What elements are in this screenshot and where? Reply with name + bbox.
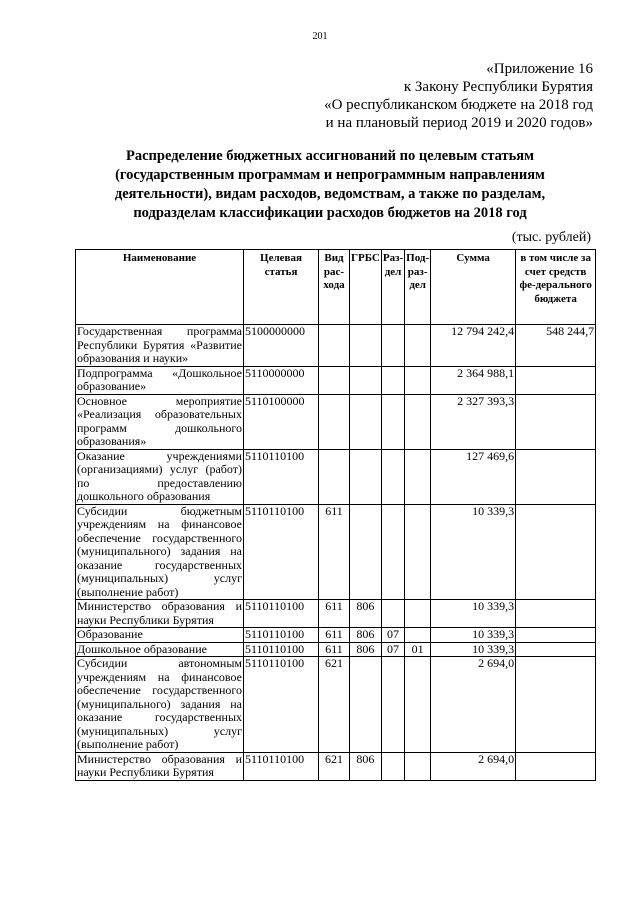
row-sum: 10 339,3 — [431, 628, 516, 643]
row-federal — [516, 600, 596, 628]
row-target: 5110110100 — [244, 752, 319, 780]
row-grbs: 806 — [350, 628, 382, 643]
row-grbs — [350, 657, 382, 753]
row-name: Подпрограмма «Дошкольное образование» — [77, 365, 242, 393]
row-subsection — [405, 504, 431, 600]
row-section: 07 — [381, 628, 404, 643]
row-sum: 2 364 988,1 — [431, 366, 516, 394]
row-target: 5110110100 — [244, 449, 319, 504]
appendix-reference — [324, 60, 593, 132]
row-subsection — [405, 657, 431, 753]
row-section — [381, 600, 404, 628]
row-target: 5110110100 — [244, 628, 319, 643]
row-expense-type — [319, 394, 350, 449]
appendix-line: к Закону Республики Бурятия — [403, 79, 593, 95]
row-sum: 2 327 393,3 — [431, 394, 516, 449]
row-section — [381, 449, 404, 504]
row-section — [381, 752, 404, 780]
row-expense-type — [319, 325, 350, 367]
title-line: деятельности), видам расходов, ведомствам, а также по разделам, — [114, 186, 546, 202]
row-federal — [516, 366, 596, 394]
row-federal — [516, 628, 596, 643]
row-target: 5110100000 — [244, 394, 319, 449]
row-name: Министерство образования и науки Республики Бурятия — [77, 751, 242, 779]
table-row — [76, 657, 596, 753]
header-subsection: Под-раз-дел — [405, 250, 431, 325]
row-section — [381, 325, 404, 367]
row-name: Государственная программа Республики Бурятия «Развитие образования и науки» — [77, 324, 242, 365]
row-section — [381, 394, 404, 449]
row-grbs: 806 — [350, 752, 382, 780]
row-sum: 127 469,6 — [431, 449, 516, 504]
row-sum: 10 339,3 — [431, 600, 516, 628]
appendix-line: и на плановый период 2019 и 2020 годов» — [325, 115, 593, 131]
table-row — [76, 325, 596, 367]
row-target: 5110110100 — [244, 642, 319, 657]
row-sum: 12 794 242,4 — [431, 325, 516, 367]
row-name: Субсидии автономным учреждениям на финансовое обеспечение государственного (муниципального) задания на оказание государственных (муниципальных) услуг (выполнение работ) — [77, 656, 242, 751]
row-sum: 2 694,0 — [431, 657, 516, 753]
row-name: Дошкольное образование — [76, 642, 244, 657]
row-subsection — [405, 394, 431, 449]
row-section — [381, 504, 404, 600]
table-row — [76, 394, 596, 449]
page-number: 201 — [312, 31, 328, 42]
budget-table — [75, 249, 596, 781]
row-section — [381, 657, 404, 753]
row-subsection: 01 — [405, 642, 431, 657]
row-name: Министерство образования и науки Республики Бурятия — [77, 599, 242, 627]
header-name: Наименование — [76, 250, 244, 325]
units-label: (тыс. рублей) — [511, 230, 591, 245]
row-grbs: 806 — [350, 600, 382, 628]
table-row — [76, 366, 596, 394]
header-sum: Сумма — [431, 250, 516, 325]
title-line: (государственным программам и непрограммным направлениям — [115, 167, 545, 183]
title-line: Распределение бюджетных ассигнований по целевым статьям — [125, 148, 535, 164]
row-expense-type: 611 — [319, 504, 350, 600]
row-grbs — [350, 394, 382, 449]
row-sum: 10 339,3 — [431, 642, 516, 657]
header-row — [76, 250, 596, 325]
row-subsection — [405, 752, 431, 780]
table-row — [76, 504, 596, 600]
row-section: 07 — [381, 642, 404, 657]
row-grbs — [350, 449, 382, 504]
table-row — [76, 600, 596, 628]
row-federal: 548 244,7 — [516, 325, 596, 367]
row-name: Образование — [76, 628, 244, 643]
row-sum: 2 694,0 — [431, 752, 516, 780]
table-row — [76, 628, 596, 643]
row-section — [381, 366, 404, 394]
row-federal — [516, 642, 596, 657]
appendix-line: «О республиканском бюджете на 2018 год — [324, 97, 593, 113]
row-expense-type: 621 — [319, 657, 350, 753]
row-subsection — [405, 325, 431, 367]
row-expense-type: 611 — [319, 628, 350, 643]
row-subsection — [405, 449, 431, 504]
table-row — [76, 642, 596, 657]
row-expense-type — [319, 366, 350, 394]
row-expense-type: 611 — [319, 600, 350, 628]
row-federal — [516, 449, 596, 504]
row-target: 5110110100 — [244, 600, 319, 628]
header-federal: в том числе за счет средств фе-дерального бюджета — [516, 250, 596, 325]
row-sum: 10 339,3 — [431, 504, 516, 600]
title-line: подразделам классификации расходов бюджетов на 2018 год — [133, 205, 527, 221]
row-subsection — [405, 628, 431, 643]
row-name: Основное мероприятие «Реализация образовательных программ дошкольного образования» — [77, 393, 242, 448]
table-row — [76, 449, 596, 504]
row-subsection — [405, 366, 431, 394]
row-name: Субсидии бюджетным учреждениям на финансовое обеспечение государственного (муниципального) задания на оказание государственных (муниципальных) услуг (выполнение работ) — [77, 503, 242, 599]
row-target: 5110110100 — [244, 504, 319, 600]
document-title — [70, 147, 590, 223]
row-expense-type: 611 — [319, 642, 350, 657]
row-target: 5100000000 — [244, 325, 319, 367]
row-federal — [516, 752, 596, 780]
row-subsection — [405, 600, 431, 628]
row-target: 5110000000 — [244, 366, 319, 394]
row-grbs — [350, 366, 382, 394]
row-grbs — [350, 504, 382, 600]
header-target: Целевая статья — [244, 250, 319, 325]
header-expense-type: Вид рас-хода — [319, 250, 350, 325]
row-grbs — [350, 325, 382, 367]
appendix-line: «Приложение 16 — [486, 61, 593, 77]
row-target: 5110110100 — [244, 657, 319, 753]
row-expense-type: 621 — [319, 752, 350, 780]
header-section: Раз-дел — [381, 250, 404, 325]
row-expense-type — [319, 449, 350, 504]
row-grbs: 806 — [350, 642, 382, 657]
row-federal — [516, 394, 596, 449]
table-row — [76, 752, 596, 780]
row-federal — [516, 657, 596, 753]
header-grbs: ГРБС — [350, 250, 382, 325]
row-name: Оказание учреждениями (организациями) услуг (работ) по предоставлению дошкольного образования — [77, 448, 242, 503]
row-federal — [516, 504, 596, 600]
